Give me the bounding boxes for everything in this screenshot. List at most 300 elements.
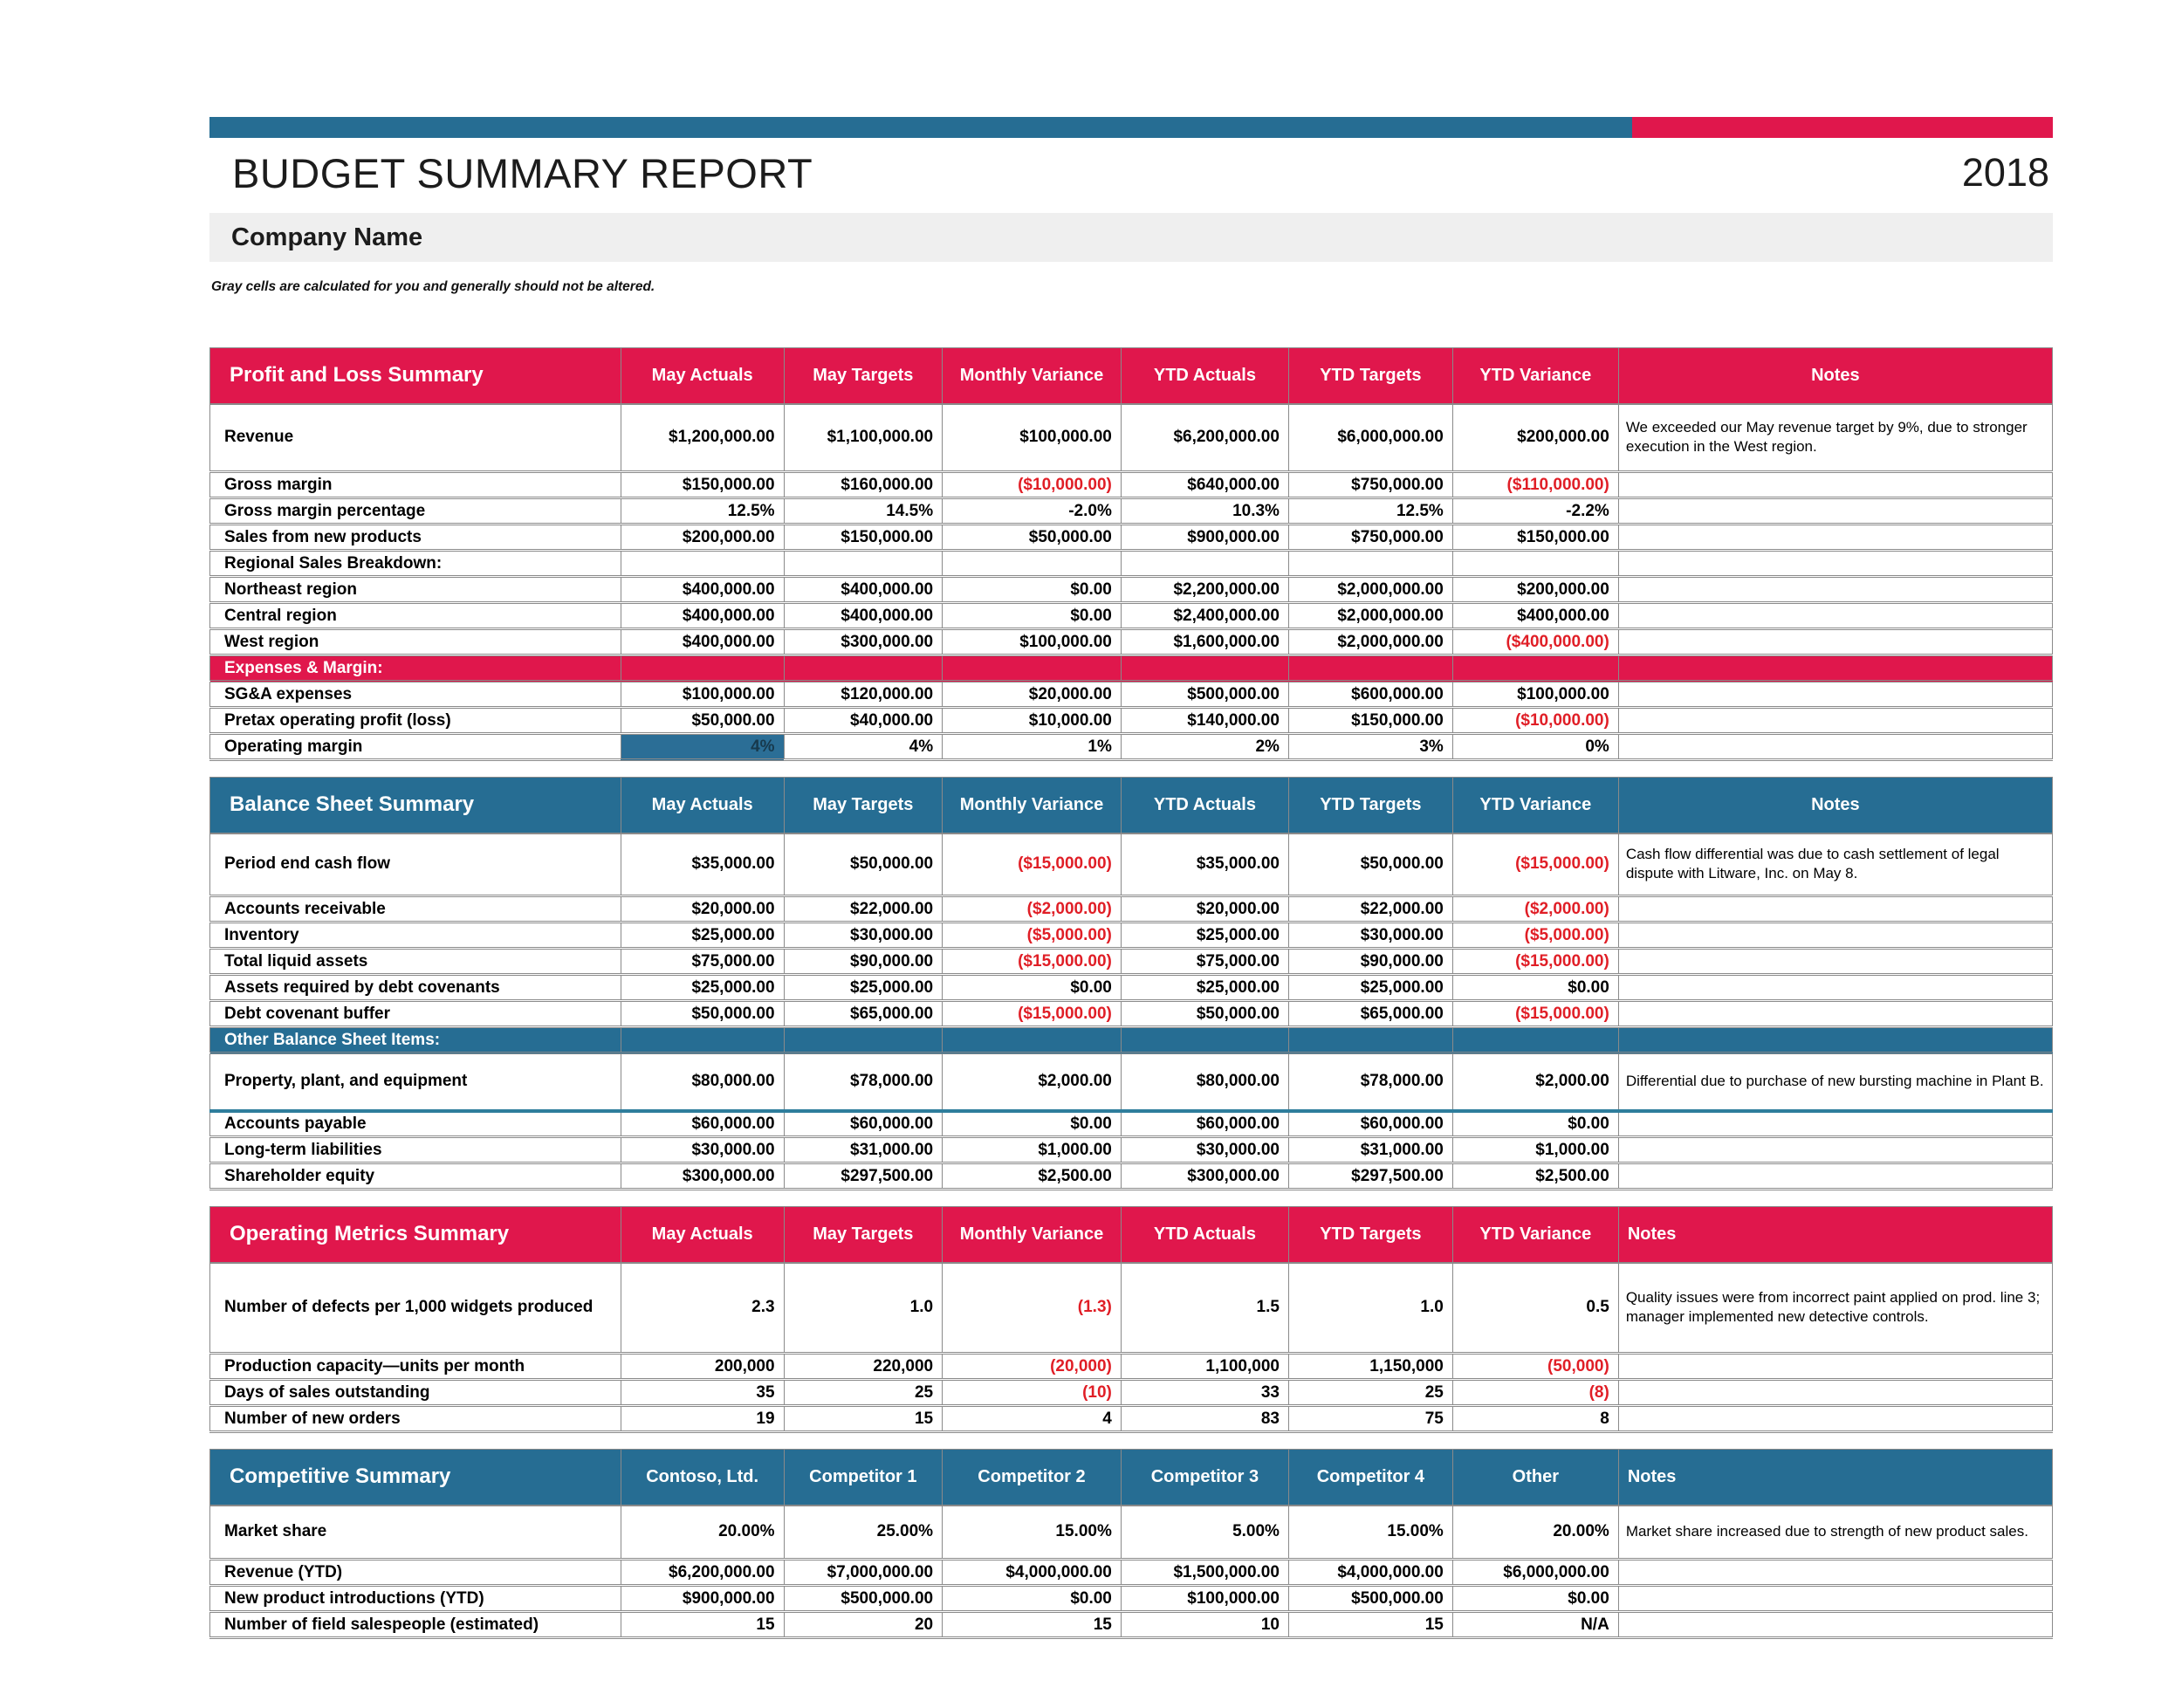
table-row — [210, 1001, 2053, 1027]
cell-value: $6,000,000.00 — [1288, 404, 1452, 472]
table-row — [210, 1111, 2053, 1137]
cell-value: 15.00% — [943, 1506, 1122, 1560]
row-label: Long-term liabilities — [210, 1137, 621, 1163]
cell-value: $25,000.00 — [1121, 975, 1288, 1001]
cell-value: 5.00% — [1121, 1506, 1288, 1560]
cell-value: $600,000.00 — [1288, 682, 1452, 708]
cell-value: 15 — [1288, 1612, 1452, 1638]
column-header: Competitor 1 — [784, 1450, 943, 1506]
cell-value: 4% — [784, 734, 943, 760]
cell-note — [1618, 629, 2052, 655]
cell-value: $22,000.00 — [784, 896, 943, 923]
cell-value: $2,000,000.00 — [1288, 577, 1452, 603]
profit-and-loss-summary-table — [209, 347, 2053, 761]
cell-value: 25.00% — [784, 1506, 943, 1560]
cell-value: $400,000.00 — [784, 577, 943, 603]
cell-value: $900,000.00 — [1121, 525, 1288, 551]
cell-value: ($15,000.00) — [1452, 949, 1618, 975]
row-label: Assets required by debt covenants — [210, 975, 621, 1001]
cell-value: ($5,000.00) — [943, 923, 1122, 949]
column-header: Monthly Variance — [943, 1207, 1122, 1263]
cell-value — [1288, 1027, 1452, 1053]
cell-note — [1618, 525, 2052, 551]
cell-value: $100,000.00 — [621, 682, 784, 708]
cell-value: $2,500.00 — [1452, 1163, 1618, 1190]
cell-value: $20,000.00 — [943, 682, 1122, 708]
cell-value: 83 — [1121, 1406, 1288, 1432]
cell-value — [1452, 655, 1618, 682]
gray-cells-note: Gray cells are calculated for you and generally should not be altered. — [211, 279, 655, 294]
row-label: SG&A expenses — [210, 682, 621, 708]
table-row — [210, 975, 2053, 1001]
cell-value: $25,000.00 — [784, 975, 943, 1001]
cell-value: ($2,000.00) — [1452, 896, 1618, 923]
table-row — [210, 1612, 2053, 1638]
row-label: Period end cash flow — [210, 833, 621, 896]
row-label: Gross margin percentage — [210, 498, 621, 525]
accent-bar-blue-segment — [209, 117, 1632, 138]
report-tables — [209, 347, 2053, 1655]
column-header: YTD Actuals — [1121, 1207, 1288, 1263]
cell-value: $90,000.00 — [784, 949, 943, 975]
table-row — [210, 1163, 2053, 1190]
cell-note: We exceeded our May revenue target by 9%, due to stronger execution in the West region. — [1618, 404, 2052, 472]
cell-note — [1618, 655, 2052, 682]
cell-value: $31,000.00 — [784, 1137, 943, 1163]
cell-value: 1.0 — [1288, 1263, 1452, 1354]
column-header: May Actuals — [621, 348, 784, 404]
cell-value — [1121, 551, 1288, 577]
balance-sheet-summary-table — [209, 777, 2053, 1190]
column-header: Notes — [1618, 1450, 2052, 1506]
cell-value: $65,000.00 — [784, 1001, 943, 1027]
cell-value: $150,000.00 — [621, 472, 784, 498]
cell-value: $300,000.00 — [1121, 1163, 1288, 1190]
table-title: Competitive Summary — [210, 1450, 621, 1506]
title-row — [209, 141, 2053, 204]
table-title: Profit and Loss Summary — [210, 348, 621, 404]
company-name: Company Name — [231, 223, 423, 251]
cell-value: $2,500.00 — [943, 1163, 1122, 1190]
cell-note — [1618, 1406, 2052, 1432]
cell-value: $25,000.00 — [621, 923, 784, 949]
row-label: Total liquid assets — [210, 949, 621, 975]
cell-value: $35,000.00 — [621, 833, 784, 896]
cell-value: 1.5 — [1121, 1263, 1288, 1354]
column-header: Notes — [1618, 1207, 2052, 1263]
cell-value: $140,000.00 — [1121, 708, 1288, 734]
cell-value: $4,000,000.00 — [943, 1560, 1122, 1586]
cell-value: $100,000.00 — [943, 404, 1122, 472]
cell-value: 2.3 — [621, 1263, 784, 1354]
cell-value: $0.00 — [943, 603, 1122, 629]
table-row — [210, 603, 2053, 629]
cell-value: $750,000.00 — [1288, 472, 1452, 498]
cell-value: $400,000.00 — [621, 603, 784, 629]
cell-value: 10 — [1121, 1612, 1288, 1638]
column-header: YTD Variance — [1452, 1207, 1618, 1263]
cell-value: $75,000.00 — [621, 949, 784, 975]
cell-value: $50,000.00 — [1288, 833, 1452, 896]
cell-value: $0.00 — [943, 1586, 1122, 1612]
row-label: Sales from new products — [210, 525, 621, 551]
cell-note: Market share increased due to strength of new product sales. — [1618, 1506, 2052, 1560]
cell-value: ($400,000.00) — [1452, 629, 1618, 655]
accent-bar-pink-segment — [1632, 117, 2053, 138]
column-header: YTD Actuals — [1121, 348, 1288, 404]
row-label: Production capacity—units per month — [210, 1354, 621, 1380]
cell-value: 10.3% — [1121, 498, 1288, 525]
column-header: YTD Targets — [1288, 348, 1452, 404]
table-row — [210, 577, 2053, 603]
top-accent-bar — [209, 117, 2053, 138]
cell-value: $50,000.00 — [621, 708, 784, 734]
row-label: Central region — [210, 603, 621, 629]
cell-value — [621, 551, 784, 577]
cell-value: $640,000.00 — [1121, 472, 1288, 498]
column-header: Monthly Variance — [943, 348, 1122, 404]
cell-value: 25 — [1288, 1380, 1452, 1406]
cell-value: $6,000,000.00 — [1452, 1560, 1618, 1586]
table-row — [210, 629, 2053, 655]
column-header: Other — [1452, 1450, 1618, 1506]
cell-value: 200,000 — [621, 1354, 784, 1380]
cell-value: (8) — [1452, 1380, 1618, 1406]
cell-value: $1,200,000.00 — [621, 404, 784, 472]
row-label: Debt covenant buffer — [210, 1001, 621, 1027]
table-row — [210, 682, 2053, 708]
page-title: BUDGET SUMMARY REPORT — [232, 149, 813, 196]
row-label: Expenses & Margin: — [210, 655, 621, 682]
cell-value: 15 — [943, 1612, 1122, 1638]
cell-value: $200,000.00 — [621, 525, 784, 551]
cell-value: $80,000.00 — [1121, 1053, 1288, 1111]
cell-value: $30,000.00 — [1121, 1137, 1288, 1163]
cell-value: $60,000.00 — [1288, 1111, 1452, 1137]
cell-note — [1618, 923, 2052, 949]
cell-value: $35,000.00 — [1121, 833, 1288, 896]
cell-note — [1618, 896, 2052, 923]
cell-value: (20,000) — [943, 1354, 1122, 1380]
row-label: Other Balance Sheet Items: — [210, 1027, 621, 1053]
cell-value: 20 — [784, 1612, 943, 1638]
row-label: New product introductions (YTD) — [210, 1586, 621, 1612]
cell-value: $750,000.00 — [1288, 525, 1452, 551]
column-header: May Actuals — [621, 778, 784, 833]
cell-value: 0.5 — [1452, 1263, 1618, 1354]
cell-value: $297,500.00 — [1288, 1163, 1452, 1190]
table-row — [210, 472, 2053, 498]
cell-value: $6,200,000.00 — [621, 1560, 784, 1586]
cell-note — [1618, 975, 2052, 1001]
cell-value: 12.5% — [1288, 498, 1452, 525]
row-label: Days of sales outstanding — [210, 1380, 621, 1406]
cell-note — [1618, 1111, 2052, 1137]
cell-value: $1,000.00 — [1452, 1137, 1618, 1163]
cell-note — [1618, 1380, 2052, 1406]
cell-value: 8 — [1452, 1406, 1618, 1432]
cell-value — [621, 655, 784, 682]
cell-value: 1,150,000 — [1288, 1354, 1452, 1380]
row-label: Accounts receivable — [210, 896, 621, 923]
cell-value: $60,000.00 — [784, 1111, 943, 1137]
table-row — [210, 525, 2053, 551]
row-label: Inventory — [210, 923, 621, 949]
cell-value: $60,000.00 — [1121, 1111, 1288, 1137]
table-row — [210, 1586, 2053, 1612]
row-label: Shareholder equity — [210, 1163, 621, 1190]
table-row — [210, 708, 2053, 734]
cell-value: $500,000.00 — [1121, 682, 1288, 708]
cell-value: $150,000.00 — [1452, 525, 1618, 551]
table-row — [210, 498, 2053, 525]
cell-value — [784, 551, 943, 577]
cell-value: (1.3) — [943, 1263, 1122, 1354]
cell-value: 1,100,000 — [1121, 1354, 1288, 1380]
cell-note — [1618, 949, 2052, 975]
cell-value: $30,000.00 — [621, 1137, 784, 1163]
cell-value: 19 — [621, 1406, 784, 1432]
cell-note — [1618, 1137, 2052, 1163]
cell-value: (10) — [943, 1380, 1122, 1406]
table-row — [210, 949, 2053, 975]
cell-value: $22,000.00 — [1288, 896, 1452, 923]
cell-value: 25 — [784, 1380, 943, 1406]
cell-value: ($110,000.00) — [1452, 472, 1618, 498]
cell-value: $78,000.00 — [1288, 1053, 1452, 1111]
cell-value — [1288, 655, 1452, 682]
table-row — [210, 1380, 2053, 1406]
cell-note — [1618, 1001, 2052, 1027]
competitive-summary-table — [209, 1449, 2053, 1639]
cell-value: ($10,000.00) — [1452, 708, 1618, 734]
cell-value: $25,000.00 — [1121, 923, 1288, 949]
cell-value: $4,000,000.00 — [1288, 1560, 1452, 1586]
cell-note — [1618, 1027, 2052, 1053]
cell-value: $0.00 — [1452, 1111, 1618, 1137]
cell-value: $100,000.00 — [1121, 1586, 1288, 1612]
cell-value: $150,000.00 — [1288, 708, 1452, 734]
cell-value: $50,000.00 — [1121, 1001, 1288, 1027]
cell-note — [1618, 577, 2052, 603]
row-label: Revenue (YTD) — [210, 1560, 621, 1586]
cell-value: -2.2% — [1452, 498, 1618, 525]
column-header: May Targets — [784, 1207, 943, 1263]
table-row — [210, 833, 2053, 896]
column-header: May Targets — [784, 778, 943, 833]
company-band — [209, 213, 2053, 262]
cell-note: Cash flow differential was due to cash settlement of legal dispute with Litware, Inc. on May 8. — [1618, 833, 2052, 896]
cell-value: 12.5% — [621, 498, 784, 525]
cell-value: 20.00% — [1452, 1506, 1618, 1560]
cell-value: ($15,000.00) — [943, 1001, 1122, 1027]
column-header: May Targets — [784, 348, 943, 404]
table-header-row — [210, 778, 2053, 833]
cell-value: $0.00 — [943, 577, 1122, 603]
cell-value: 0% — [1452, 734, 1618, 760]
cell-note — [1618, 472, 2052, 498]
cell-value: 33 — [1121, 1380, 1288, 1406]
cell-value: $150,000.00 — [784, 525, 943, 551]
cell-value: $78,000.00 — [784, 1053, 943, 1111]
cell-value — [1121, 1027, 1288, 1053]
cell-note — [1618, 1586, 2052, 1612]
cell-value: ($15,000.00) — [1452, 833, 1618, 896]
cell-value: N/A — [1452, 1612, 1618, 1638]
cell-value: $2,000.00 — [943, 1053, 1122, 1111]
cell-note — [1618, 734, 2052, 760]
cell-note — [1618, 603, 2052, 629]
cell-value: 15 — [621, 1612, 784, 1638]
table-header-row — [210, 348, 2053, 404]
cell-value — [1121, 655, 1288, 682]
cell-value: $400,000.00 — [621, 577, 784, 603]
cell-value: $0.00 — [1452, 975, 1618, 1001]
cell-value: $40,000.00 — [784, 708, 943, 734]
cell-value: $50,000.00 — [784, 833, 943, 896]
cell-value: $400,000.00 — [621, 629, 784, 655]
section-subheader-row — [210, 655, 2053, 682]
cell-value — [943, 551, 1122, 577]
column-header: Competitor 2 — [943, 1450, 1122, 1506]
column-header: Competitor 4 — [1288, 1450, 1452, 1506]
cell-value: $297,500.00 — [784, 1163, 943, 1190]
row-label: Number of defects per 1,000 widgets produced — [210, 1263, 621, 1354]
cell-value: $6,200,000.00 — [1121, 404, 1288, 472]
cell-value: ($15,000.00) — [943, 949, 1122, 975]
cell-value: $60,000.00 — [621, 1111, 784, 1137]
cell-value: $2,400,000.00 — [1121, 603, 1288, 629]
cell-value: $10,000.00 — [943, 708, 1122, 734]
cell-value — [1452, 551, 1618, 577]
cell-note — [1618, 1612, 2052, 1638]
row-label: West region — [210, 629, 621, 655]
cell-value: 3% — [1288, 734, 1452, 760]
cell-value: $20,000.00 — [621, 896, 784, 923]
column-header: Contoso, Ltd. — [621, 1450, 784, 1506]
cell-value: ($10,000.00) — [943, 472, 1122, 498]
cell-value: 75 — [1288, 1406, 1452, 1432]
section-subheader-row — [210, 1027, 2053, 1053]
cell-value: -2.0% — [943, 498, 1122, 525]
cell-value: $65,000.00 — [1288, 1001, 1452, 1027]
cell-value: $100,000.00 — [943, 629, 1122, 655]
cell-value: $200,000.00 — [1452, 404, 1618, 472]
cell-note: Differential due to purchase of new bursting machine in Plant B. — [1618, 1053, 2052, 1111]
row-label: Operating margin — [210, 734, 621, 760]
cell-value: $1,500,000.00 — [1121, 1560, 1288, 1586]
row-label: Regional Sales Breakdown: — [210, 551, 621, 577]
cell-value — [943, 1027, 1122, 1053]
table-header-row — [210, 1450, 2053, 1506]
table-row — [210, 1406, 2053, 1432]
cell-note — [1618, 1163, 2052, 1190]
cell-value: $0.00 — [943, 975, 1122, 1001]
cell-note: Quality issues were from incorrect paint applied on prod. line 3; manager implemented new detective controls. — [1618, 1263, 2052, 1354]
cell-value: $80,000.00 — [621, 1053, 784, 1111]
row-label: Number of field salespeople (estimated) — [210, 1612, 621, 1638]
row-label: Northeast region — [210, 577, 621, 603]
cell-value: $30,000.00 — [784, 923, 943, 949]
table-row — [210, 896, 2053, 923]
cell-value: $25,000.00 — [1288, 975, 1452, 1001]
column-header: Monthly Variance — [943, 778, 1122, 833]
column-header: YTD Variance — [1452, 348, 1618, 404]
cell-value: $30,000.00 — [1288, 923, 1452, 949]
table-row — [210, 1354, 2053, 1380]
cell-value: $50,000.00 — [943, 525, 1122, 551]
column-header: YTD Actuals — [1121, 778, 1288, 833]
row-label: Market share — [210, 1506, 621, 1560]
cell-value: $1,000.00 — [943, 1137, 1122, 1163]
cell-value: $120,000.00 — [784, 682, 943, 708]
row-label: Number of new orders — [210, 1406, 621, 1432]
cell-value: 220,000 — [784, 1354, 943, 1380]
table-row — [210, 404, 2053, 472]
cell-value — [621, 1027, 784, 1053]
cell-note — [1618, 498, 2052, 525]
cell-value: 2% — [1121, 734, 1288, 760]
table-row — [210, 1263, 2053, 1354]
cell-value: $100,000.00 — [1452, 682, 1618, 708]
row-label: Property, plant, and equipment — [210, 1053, 621, 1111]
cell-value: $1,100,000.00 — [784, 404, 943, 472]
cell-value: $900,000.00 — [621, 1586, 784, 1612]
cell-value — [784, 1027, 943, 1053]
table-row — [210, 923, 2053, 949]
cell-value: $400,000.00 — [784, 603, 943, 629]
cell-note — [1618, 1354, 2052, 1380]
cell-value: $160,000.00 — [784, 472, 943, 498]
cell-value: $1,600,000.00 — [1121, 629, 1288, 655]
cell-value: 15 — [784, 1406, 943, 1432]
cell-value: $300,000.00 — [784, 629, 943, 655]
table-row — [210, 1137, 2053, 1163]
table-header-row — [210, 1207, 2053, 1263]
column-header: Competitor 3 — [1121, 1450, 1288, 1506]
cell-value: 35 — [621, 1380, 784, 1406]
table-row — [210, 1053, 2053, 1111]
cell-value: 20.00% — [621, 1506, 784, 1560]
cell-value — [784, 655, 943, 682]
operating-metrics-summary-table — [209, 1206, 2053, 1433]
row-label: Revenue — [210, 404, 621, 472]
cell-value: $300,000.00 — [621, 1163, 784, 1190]
cell-value: $200,000.00 — [1452, 577, 1618, 603]
column-header: May Actuals — [621, 1207, 784, 1263]
cell-value: 1.0 — [784, 1263, 943, 1354]
cell-value: 4% — [621, 734, 784, 760]
cell-value: $90,000.00 — [1288, 949, 1452, 975]
cell-value: ($2,000.00) — [943, 896, 1122, 923]
cell-value: $400,000.00 — [1452, 603, 1618, 629]
cell-value: $2,000,000.00 — [1288, 603, 1452, 629]
column-header: Notes — [1618, 348, 2052, 404]
cell-value: ($15,000.00) — [1452, 1001, 1618, 1027]
cell-note — [1618, 1560, 2052, 1586]
row-label: Pretax operating profit (loss) — [210, 708, 621, 734]
cell-value: $2,000.00 — [1452, 1053, 1618, 1111]
section-subheader-row — [210, 551, 2053, 577]
column-header: YTD Variance — [1452, 778, 1618, 833]
cell-value — [943, 655, 1122, 682]
table-title: Balance Sheet Summary — [210, 778, 621, 833]
cell-value: 1% — [943, 734, 1122, 760]
cell-value: ($15,000.00) — [943, 833, 1122, 896]
table-row — [210, 734, 2053, 760]
table-row — [210, 1506, 2053, 1560]
column-header: Notes — [1618, 778, 2052, 833]
